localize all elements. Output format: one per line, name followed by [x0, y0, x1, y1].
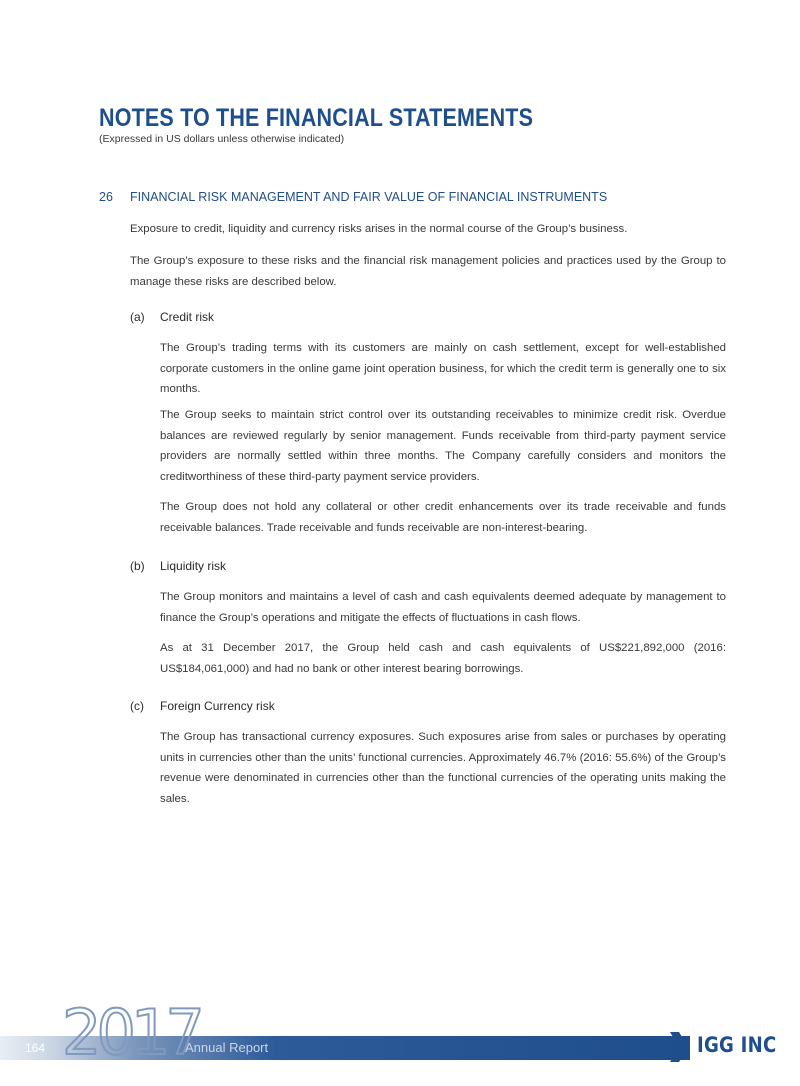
subsection-heading-foreign-currency-risk [130, 699, 275, 713]
subsection-letter: (b) [130, 559, 145, 573]
chevron-right-icon [668, 1030, 690, 1064]
liquidity-risk-paragraph-1: The Group monitors and maintains a level of cash and cash equivalents deemed adequate by management to finance the Group’s operations and mitigate the effects of fluctuations in cash flows. [160, 591, 726, 624]
annual-report-label: Annual Report [185, 1040, 269, 1055]
intro-paragraph-1: Exposure to credit, liquidity and currency risks arises in the normal course of the Group’s business. [130, 223, 628, 235]
credit-risk-paragraph-2: The Group seeks to maintain strict control over its outstanding receivables to minimize credit risk. Overdue balances are reviewed regularly by senior management. Funds receivable from third-party payment service providers are normally settled within three months. The Company carefully considers and monitors the creditworthiness of these third-party payment service providers. [160, 409, 726, 483]
credit-risk-paragraph-3: The Group does not hold any collateral or other credit enhancements over its trade receivable and funds receivable balances. Trade receivable and funds receivable are non-interest-bearing. [160, 501, 726, 534]
year-mark: 2017 [62, 996, 200, 1069]
subsection-letter: (c) [130, 699, 144, 713]
credit-risk-paragraph-1: The Group’s trading terms with its customers are mainly on cash settlement, except for well-established corporate customers in the online game joint operation business, for which the credit term is generally one to six months. [160, 342, 726, 395]
subsection-heading-credit-risk [130, 310, 214, 324]
page-subtitle: (Expressed in US dollars unless otherwise indicated) [99, 133, 345, 145]
section-title: FINANCIAL RISK MANAGEMENT AND FAIR VALUE OF FINANCIAL INSTRUMENTS [130, 190, 608, 204]
company-logo-text: IGG INC [697, 1033, 777, 1057]
page-number: 164 [25, 1041, 46, 1055]
foreign-currency-risk-paragraph-1: The Group has transactional currency exposures. Such exposures arise from sales or purchases by operating units in currencies other than the units’ functional currencies. Approximately 46.7% (2016: 55.6%) of the Group’s revenue were denominated in currencies other than the functional currencies of the operating units making the sales. [160, 731, 726, 805]
intro-paragraph-2: The Group’s exposure to these risks and the financial risk management policies and practices used by the Group to manage these risks are described below. [130, 255, 726, 288]
page-title: NOTES TO THE FINANCIAL STATEMENTS [99, 104, 534, 132]
subsection-heading-liquidity-risk [130, 559, 226, 573]
subsection-title: Credit risk [160, 310, 215, 324]
subsection-letter: (a) [130, 310, 145, 324]
section-heading [99, 190, 607, 204]
section-number: 26 [99, 190, 113, 204]
subsection-title: Foreign Currency risk [160, 699, 275, 713]
liquidity-risk-paragraph-2: As at 31 December 2017, the Group held cash and cash equivalents of US$221,892,000 (2016: US$184,061,000) and had no bank or other interest bearing borrowings. [160, 642, 726, 675]
subsection-title: Liquidity risk [160, 559, 227, 573]
